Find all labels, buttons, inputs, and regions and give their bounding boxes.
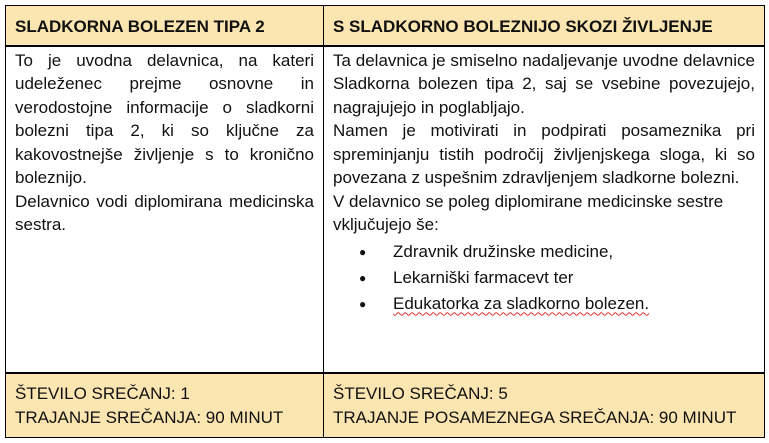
left-leader-paragraph: Delavnico vodi diplomirana medicinska sestra. [15, 191, 314, 235]
list-item [393, 291, 755, 317]
footer-cell-left [6, 373, 324, 438]
description-row [6, 46, 765, 373]
footer-row [6, 373, 765, 438]
right-purpose-paragraph: Namen je motivirati in podpirati posameznika pri spreminjanju tistih področij življenjskega sloga, ki so povezana z uspešnim zdravljenjem sladkorne bolezni. [333, 121, 755, 188]
meeting-count-left: ŠTEVILO SREČANJ: 1 [15, 384, 190, 404]
header-title-right: S SLADKORNO BOLEZNIJO SKOZI ŽIVLJENJE [333, 17, 713, 37]
left-intro-paragraph: To je uvodna delavnica, na kateri udeleženec prejme osnovne in verodostojne informacije o sladkorni bolezni tipa 2, ki so ključne za kakovostnejše življenje s to kronično boleznijo. [15, 50, 314, 188]
team-list [333, 239, 755, 317]
footer-cell-right [324, 373, 765, 438]
right-intro-paragraph: Ta delavnica je smiselno nadaljevanje uvodne delavnice Sladkorna bolezen tipa 2, saj se vsebine povezujejo, nagrajujejo in poglabljajo. [333, 50, 755, 117]
right-team-paragraph: V delavnico se poleg diplomirane medicinske sestre vključujejo še: [333, 191, 724, 235]
description-cell-left [6, 46, 324, 373]
meeting-duration-right: TRAJANJE POSAMEZNEGA SREČANJA: 90 MINUT [333, 408, 737, 428]
header-cell-right [324, 6, 765, 46]
workshop-table [5, 5, 765, 438]
list-item: ● Zdravnik družinske medicine, [393, 239, 755, 265]
meeting-duration-left: TRAJANJE SREČANJA: 90 MINUT [15, 408, 284, 428]
header-row [6, 6, 765, 46]
list-item: ● Lekarniški farmacevt ter [393, 265, 755, 291]
header-title-left: SLADKORNA BOLEZEN TIPA 2 [15, 17, 265, 37]
description-cell-right [324, 46, 765, 373]
meeting-count-right: ŠTEVILO SREČANJ: 5 [333, 384, 508, 404]
list-item-text: Edukatorka za sladkorno bolezen. [393, 293, 650, 313]
header-cell-left [6, 6, 324, 46]
